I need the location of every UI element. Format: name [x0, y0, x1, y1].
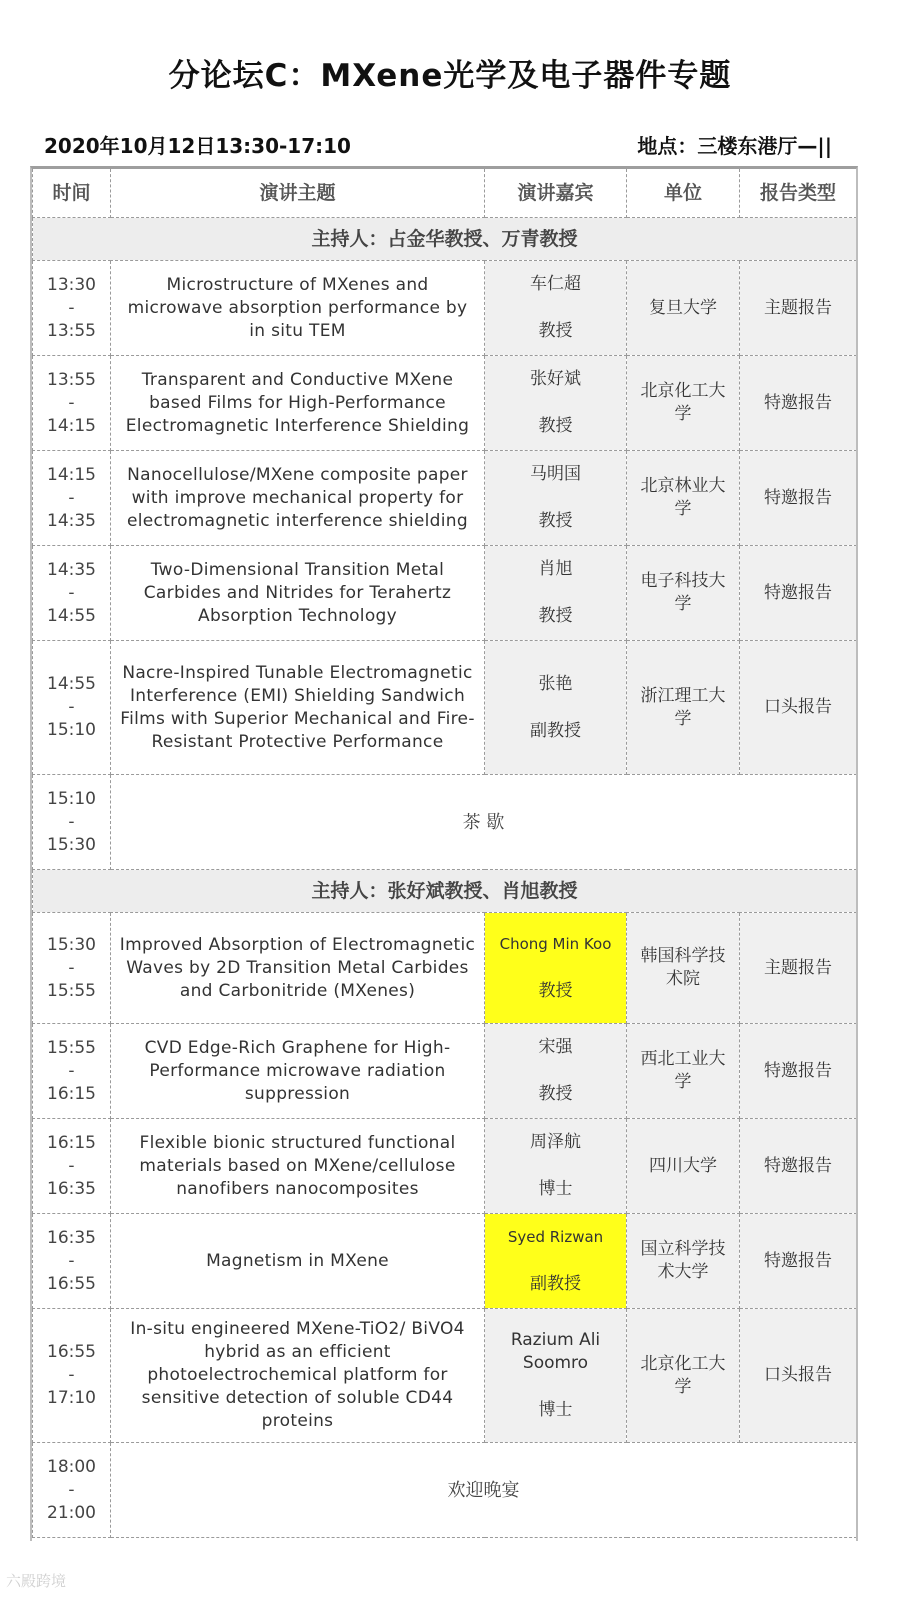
speaker-cell — [485, 1309, 627, 1443]
speaker-title: 副教授 — [530, 720, 581, 741]
time-cell — [33, 1214, 111, 1309]
time-dash: - — [68, 1250, 75, 1271]
time-cell — [33, 913, 111, 1024]
speaker-name: 宋强 — [538, 1037, 573, 1057]
table-row — [33, 261, 857, 356]
time-start: 14:35 — [47, 559, 96, 580]
event-datetime: 2020年10月12日13:30-17:10 — [44, 134, 351, 158]
time-end: 16:55 — [47, 1273, 96, 1294]
table-row — [33, 451, 857, 546]
speaker-title: 教授 — [538, 606, 573, 626]
time-end: 16:15 — [47, 1083, 96, 1104]
speaker-cell — [485, 546, 627, 641]
type-cell: 口头报告 — [740, 641, 857, 775]
table-row — [33, 1309, 857, 1443]
time-cell — [33, 451, 111, 546]
time-dash: - — [68, 697, 75, 717]
time-dash: - — [68, 1365, 75, 1385]
time-end: 15:10 — [47, 720, 96, 740]
topic-cell: Microstructure of MXenes and microwave absorption performance by in situ TEM — [111, 261, 485, 356]
host-row — [33, 870, 857, 913]
org-cell: 北京化工大学 — [627, 356, 740, 451]
dinner-label: 欢迎晚宴 — [111, 1443, 857, 1538]
col-header-topic: 演讲主题 — [111, 169, 485, 218]
time-end: 14:15 — [47, 415, 96, 436]
time-start: 18:00 — [47, 1456, 96, 1477]
time-end: 17:10 — [47, 1388, 96, 1408]
col-header-type: 报告类型 — [740, 169, 857, 218]
time-cell — [33, 641, 111, 775]
org-cell: 电子科技大学 — [627, 546, 740, 641]
speaker-cell — [485, 1024, 627, 1119]
time-end: 14:55 — [47, 605, 96, 626]
org-cell: 北京林业大学 — [627, 451, 740, 546]
time-cell — [33, 1309, 111, 1443]
time-end: 21:00 — [47, 1502, 96, 1523]
time-end: 16:35 — [47, 1178, 96, 1199]
type-cell: 特邀报告 — [740, 1119, 857, 1214]
time-cell — [33, 1119, 111, 1214]
org-cell: 韩国科学技术院 — [627, 913, 740, 1024]
org-cell: 复旦大学 — [627, 261, 740, 356]
time-cell — [33, 1443, 111, 1538]
time-end: 14:35 — [47, 510, 96, 531]
speaker-cell — [485, 1119, 627, 1214]
topic-cell: Improved Absorption of Electromagnetic Waves by 2D Transition Metal Carbides and Carbonitride (MXenes) — [111, 913, 485, 1024]
table-row — [33, 1214, 857, 1309]
schedule-frame — [30, 166, 858, 1541]
org-cell: 国立科学技术大学 — [627, 1214, 740, 1309]
time-start: 14:15 — [47, 464, 96, 485]
time-start: 13:55 — [47, 369, 96, 390]
table-row — [33, 641, 857, 775]
break-row — [33, 775, 857, 870]
event-location: 地点：三楼东港厅—|| — [637, 134, 832, 158]
type-cell: 特邀报告 — [740, 451, 857, 546]
speaker-name: Syed Rizwan — [507, 1228, 604, 1246]
col-header-org: 单位 — [627, 169, 740, 218]
speaker-name: 周泽航 — [530, 1132, 581, 1152]
org-cell: 浙江理工大学 — [627, 641, 740, 775]
speaker-title: 教授 — [538, 321, 573, 341]
speaker-title: 副教授 — [530, 1274, 581, 1294]
table-row — [33, 1119, 857, 1214]
type-cell: 特邀报告 — [740, 1214, 857, 1309]
time-end: 15:55 — [47, 980, 96, 1001]
speaker-name: 马明国 — [530, 464, 581, 484]
table-row — [33, 356, 857, 451]
time-dash: - — [68, 487, 75, 508]
speaker-name: Razium Ali Soomro — [510, 1330, 601, 1373]
speaker-name: 张好斌 — [530, 369, 581, 389]
topic-cell: Nanocellulose/MXene composite paper with improve mechanical property for electromagnetic interference shielding — [111, 451, 485, 546]
time-start: 13:30 — [47, 274, 96, 295]
topic-cell: CVD Edge-Rich Graphene for High-Performance microwave radiation suppression — [111, 1024, 485, 1119]
speaker-cell — [485, 641, 627, 775]
speaker-cell-highlighted — [485, 913, 627, 1024]
page-title: 分论坛C：MXene光学及电子器件专题 — [168, 58, 732, 94]
time-dash: - — [68, 1155, 75, 1176]
speaker-title: 教授 — [538, 981, 573, 1001]
speaker-title: 教授 — [538, 416, 573, 436]
table-header-row — [33, 169, 857, 218]
time-cell — [33, 356, 111, 451]
host-label: 主持人：占金华教授、万青教授 — [33, 218, 857, 261]
speaker-title: 教授 — [538, 511, 573, 531]
type-cell: 口头报告 — [740, 1309, 857, 1443]
col-header-time: 时间 — [33, 169, 111, 218]
host-label: 主持人：张好斌教授、肖旭教授 — [33, 870, 857, 913]
type-cell: 特邀报告 — [740, 1024, 857, 1119]
org-cell: 北京化工大学 — [627, 1309, 740, 1443]
speaker-name: 车仁超 — [530, 274, 581, 294]
watermark-logo: 六殿跨境 — [6, 1572, 67, 1590]
topic-cell: Two-Dimensional Transition Metal Carbides and Nitrides for Terahertz Absorption Technology — [111, 546, 485, 641]
time-dash: - — [68, 811, 75, 832]
col-header-speaker: 演讲嘉宾 — [485, 169, 627, 218]
table-row — [33, 546, 857, 641]
time-start: 16:15 — [47, 1132, 96, 1153]
speaker-cell — [485, 261, 627, 356]
topic-cell: Flexible bionic structured functional materials based on MXene/cellulose nanofibers nanocomposites — [111, 1119, 485, 1214]
topic-cell: Magnetism in MXene — [111, 1214, 485, 1309]
table-row — [33, 913, 857, 1024]
time-dash: - — [68, 392, 75, 413]
org-cell: 西北工业大学 — [627, 1024, 740, 1119]
time-dash: - — [68, 1479, 75, 1500]
table-row — [33, 1024, 857, 1119]
time-cell — [33, 546, 111, 641]
time-dash: - — [68, 1060, 75, 1081]
dinner-row — [33, 1443, 857, 1538]
time-start: 16:55 — [47, 1342, 96, 1362]
speaker-cell-highlighted — [485, 1214, 627, 1309]
time-end: 13:55 — [47, 320, 96, 341]
speaker-name: 张艳 — [538, 673, 573, 694]
topic-cell: In-situ engineered MXene-TiO2/ BiVO4 hybrid as an efficient photoelectrochemical platform for sensitive detection of soluble CD44 proteins — [111, 1309, 485, 1443]
time-end: 15:30 — [47, 834, 96, 855]
time-start: 15:30 — [47, 934, 96, 955]
time-dash: - — [68, 582, 75, 603]
org-cell: 四川大学 — [627, 1119, 740, 1214]
time-cell — [33, 775, 111, 870]
speaker-name: 肖旭 — [538, 559, 573, 579]
time-dash: - — [68, 957, 75, 978]
speaker-title: 博士 — [538, 1400, 573, 1420]
time-dash: - — [68, 297, 75, 318]
speaker-cell — [485, 356, 627, 451]
time-cell — [33, 1024, 111, 1119]
type-cell: 主题报告 — [740, 261, 857, 356]
time-start: 15:55 — [47, 1037, 96, 1058]
topic-cell: Transparent and Conductive MXene based Films for High-Performance Electromagnetic Interference Shielding — [111, 356, 485, 451]
speaker-title: 教授 — [538, 1084, 573, 1104]
schedule-table — [32, 169, 857, 1538]
speaker-cell — [485, 451, 627, 546]
time-start: 15:10 — [47, 788, 96, 809]
type-cell: 主题报告 — [740, 913, 857, 1024]
speaker-name: Chong Min Koo — [499, 935, 612, 953]
host-row — [33, 218, 857, 261]
topic-cell: Nacre-Inspired Tunable Electromagnetic Interference (EMI) Shielding Sandwich Films with Superior Mechanical and Fire-Resistant Protective Performance — [111, 641, 485, 775]
break-label: 茶 歇 — [111, 775, 857, 870]
speaker-title: 博士 — [538, 1179, 573, 1199]
time-start: 14:55 — [47, 674, 96, 694]
time-start: 16:35 — [47, 1227, 96, 1248]
type-cell: 特邀报告 — [740, 356, 857, 451]
type-cell: 特邀报告 — [740, 546, 857, 641]
time-cell — [33, 261, 111, 356]
